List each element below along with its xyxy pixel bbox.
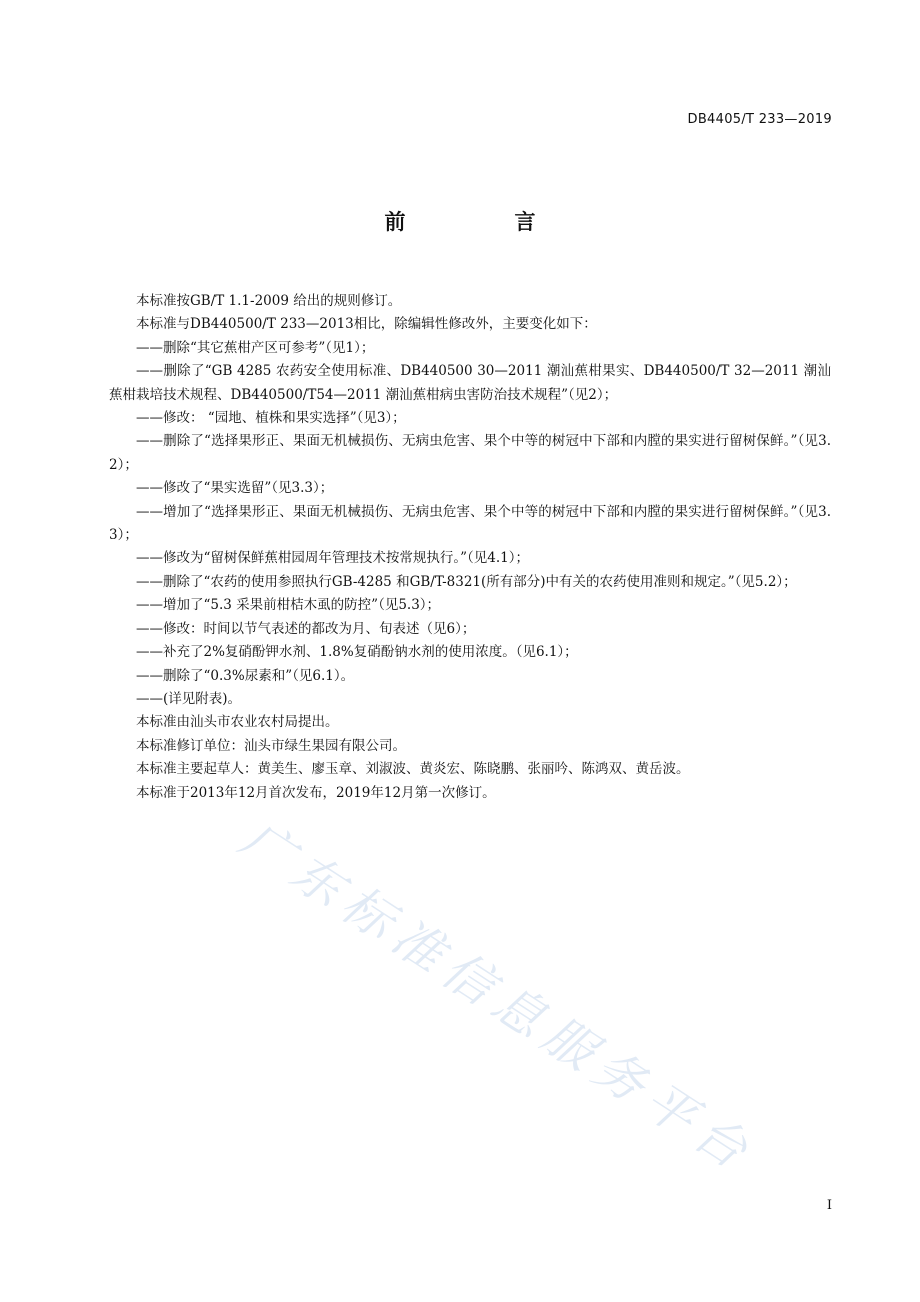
paragraph: ——删除了“选择果形正、果面无机械损伤、无病虫危害、果个中等的树冠中下部和内膛的果实进行留树保鲜。”（见3.2）； [109,433,831,473]
paragraph: ——删除了“0.3%尿素和”（见6.1）。 [136,667,355,684]
paragraph: ——补充了2%复硝酚钾水剂、1.8%复硝酚钠水剂的使用浓度。（见6.1）； [136,644,578,661]
paragraph: ——删除“其它蕉柑产区可参考”（见1）； [136,339,375,356]
paragraph: ——(详见附表)。 [136,690,242,707]
paragraph: ——增加了“5.3 采果前柑桔木虱的防控”（见5.3）； [136,597,441,614]
paragraph: 本标准主要起草人：黄美生、廖玉章、刘淑波、黄炎宏、陈晓鹏、张丽吟、陈鸿双、黄岳波。 [136,761,690,778]
paragraph: ——删除了“农药的使用参照执行GB-4285 和GB/T-8321(所有部分)中有关的农药使用准则和规定。”（见5.2）； [136,573,797,590]
paragraph: 本标准由汕头市农业农村局提出。 [136,714,339,731]
paragraph: ——修改为“留树保鲜蕉柑园周年管理技术按常规执行。”（见4.1）； [136,550,530,567]
paragraph: 本标准与DB440500/T 233—2013相比，除编辑性修改外，主要变化如下： [136,316,597,333]
page-number: I [826,1198,832,1213]
paragraph: 本标准于2013年12月首次发布，2019年12月第一次修订。 [136,784,496,801]
paragraph: ——增加了“选择果形正、果面无机械损伤、无病虫危害、果个中等的树冠中下部和内膛的果实进行留树保鲜。”（见3.3）； [109,503,831,544]
page-title: 前 言 [384,210,580,234]
document-code-header: DB4405/T 233—2019 [687,112,832,127]
paragraph: ——修改：时间以节气表述的都改为月、旬表述（见6）； [136,620,476,637]
paragraph: ——删除了“GB 4285 农药安全使用标准、DB440500 30—2011 潮汕蕉柑果实、DB440500/T 32—2011 潮汕蕉柑栽培技术规程、DB440500/T54—2011 潮汕蕉柑病虫害防治技术规程”（见2）； [109,363,831,403]
watermark-text: 广东标准信息服务平台 [230,809,766,1185]
paragraph: 本标准修订单位：汕头市绿生果园有限公司。 [136,737,406,754]
paragraph: 本标准按GB/T 1.1-2009 给出的规则修订。 [136,293,402,309]
foreword-body [109,290,831,805]
paragraph: ——修改： “园地、植株和果实选择”（见3）； [136,410,406,427]
paragraph: ——修改了“果实选留”（见3.3）； [136,480,334,497]
